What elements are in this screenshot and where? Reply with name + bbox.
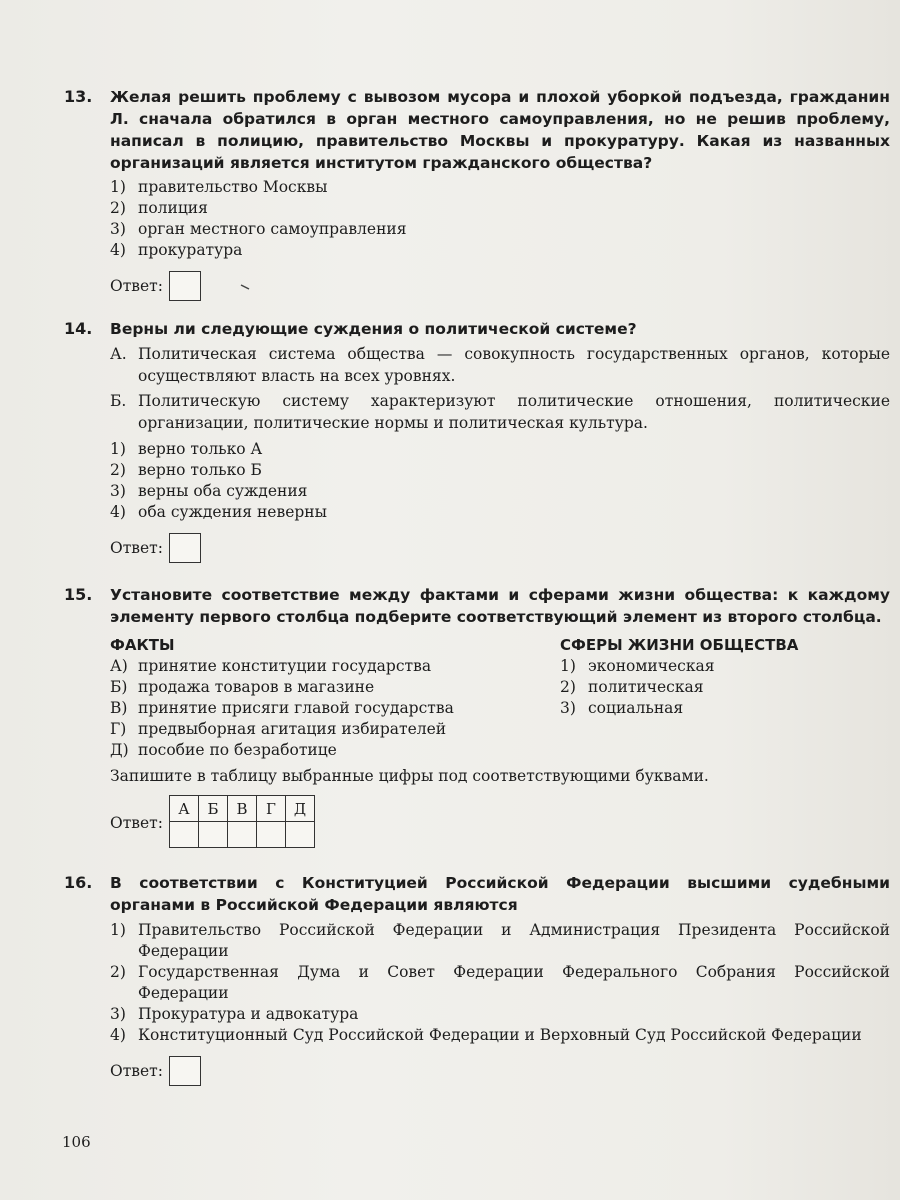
fact-item: В) принятие присяги главой государства <box>110 699 454 717</box>
fact-item: Г) предвыборная агитация избирателей <box>110 720 447 738</box>
fact-item: Б) продажа товаров в магазине <box>110 678 375 696</box>
answer-box[interactable] <box>169 271 201 301</box>
answer-cell[interactable] <box>256 822 285 848</box>
option: 1) правительство Москвы <box>110 178 328 196</box>
table-letter: А <box>169 796 198 822</box>
answer-box[interactable] <box>169 1056 201 1086</box>
option: 4) оба суждения неверны <box>110 503 327 521</box>
fact-item: А) принятие конституции государства <box>110 657 432 675</box>
page-number: 106 <box>62 1133 91 1151</box>
option: 3) орган местного самоуправления <box>110 220 407 238</box>
option: 4) Конституционный Суд Российской Федерации и Верховный Суд Российской Федерации <box>110 1026 862 1044</box>
option: 1) Правительство Российской Федерации и Администрация Президента Российской Федерации <box>110 921 890 960</box>
question-text: Верны ли следующие суждения о политической системе? <box>110 320 637 338</box>
ink-smudge-icon <box>240 284 250 290</box>
spheres-header: СФЕРЫ ЖИЗНИ ОБЩЕСТВА <box>560 636 799 654</box>
answer-cell[interactable] <box>198 822 227 848</box>
table-letter: Г <box>256 796 285 822</box>
option: 1) верно только А <box>110 440 263 458</box>
answer-row <box>110 271 890 301</box>
fact-item: Д) пособие по безработице <box>110 741 337 759</box>
question-number: 15. <box>64 585 93 604</box>
question-13 <box>64 86 890 301</box>
table-letter: В <box>227 796 256 822</box>
sphere-item: 3) социальная <box>560 699 684 717</box>
matching-columns <box>110 634 890 761</box>
question-number: 13. <box>64 87 93 106</box>
facts-column <box>110 634 550 761</box>
table-letter: Д <box>285 796 314 822</box>
question-14 <box>64 318 890 563</box>
options-list <box>110 177 890 261</box>
facts-header: ФАКТЫ <box>110 636 175 654</box>
answer-row <box>110 533 890 563</box>
answer-row <box>110 795 890 848</box>
answer-cell[interactable] <box>285 822 314 848</box>
option: 2) полиция <box>110 199 208 217</box>
answer-cell[interactable] <box>169 822 198 848</box>
answer-row <box>110 1056 890 1086</box>
answer-label: Ответ: <box>110 814 163 832</box>
statement: Б. Политическую систему характеризуют политические отношения, политические организации, политические нормы и политическая культура. <box>110 392 890 432</box>
statement: А. Политическая система общества — совокупность государственных органов, которые осуществляют власть на всех уровнях. <box>110 345 890 385</box>
option: 2) Государственная Дума и Совет Федерации Федерального Собрания Российской Федерации <box>110 963 890 1002</box>
answer-label: Ответ: <box>110 277 163 295</box>
sphere-item: 1) экономическая <box>560 657 715 675</box>
option: 4) прокуратура <box>110 241 243 259</box>
question-number: 14. <box>64 319 93 338</box>
table-instruction: Запишите в таблицу выбранные цифры под соответствующими буквами. <box>110 767 709 785</box>
table-letter: Б <box>198 796 227 822</box>
option: 3) Прокуратура и адвокатура <box>110 1005 359 1023</box>
sphere-item: 2) политическая <box>560 678 704 696</box>
options-list <box>110 439 890 523</box>
question-number: 16. <box>64 873 93 892</box>
options-list <box>110 920 890 1046</box>
spheres-column <box>560 634 798 761</box>
question-15 <box>64 584 890 848</box>
answer-label: Ответ: <box>110 1062 163 1080</box>
question-text: Желая решить проблему с вывозом мусора и плохой уборкой подъезда, гражданин Л. сначала обратился в орган местного самоуправления, но не решив проблему, написал в полицию, правительство Москвы и прокуратуру. Какая из названных организаций является институтом гражданского общества? <box>110 88 890 172</box>
answer-label: Ответ: <box>110 539 163 557</box>
question-text: В соответствии с Конституцией Российской Федерации высшими судебными органами в Российской Федерации являются <box>110 874 890 914</box>
answer-table <box>169 795 315 848</box>
option: 2) верно только Б <box>110 461 262 479</box>
question-16 <box>64 872 890 1086</box>
answer-box[interactable] <box>169 533 201 563</box>
answer-cell[interactable] <box>227 822 256 848</box>
question-text: Установите соответствие между фактами и сферами жизни общества: к каждому элементу первого столбца подберите соответствующий элемент из второго столбца. <box>110 586 890 626</box>
option: 3) верны оба суждения <box>110 482 308 500</box>
